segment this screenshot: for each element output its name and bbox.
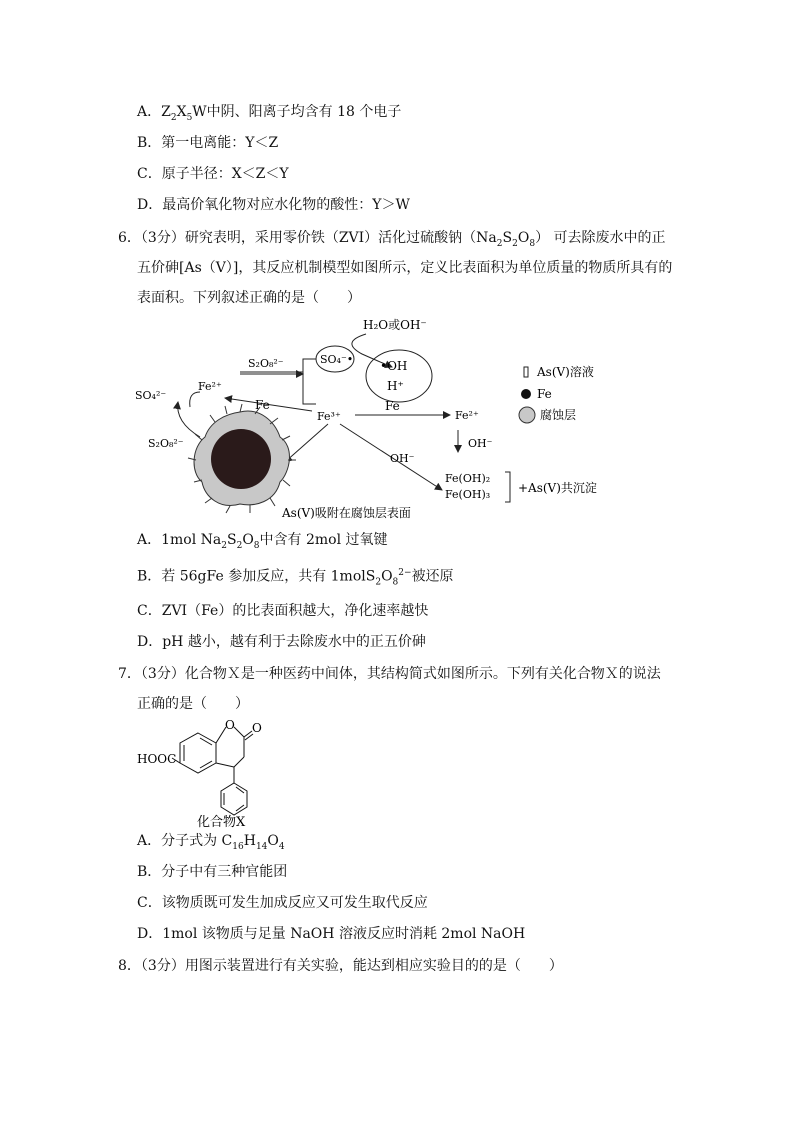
fig-legend-corrosion: 腐蚀层 <box>540 408 577 422</box>
q6-stem-line1: 6．（3分）研究表明，采用零价铁（ZVI）活化过硫酸钠$(Na_2S_2O_8)$ 可去除废水中的正 <box>118 230 666 249</box>
fig-fe2-left: Fe²⁺ <box>198 380 222 393</box>
fig-legend-fe-icon <box>521 389 531 399</box>
fig-fe-core <box>211 429 271 489</box>
q6-stem-line3: 表面积。下列叙述正确的是（ ） <box>137 290 361 306</box>
fig-h2o-label: H₂O或OH⁻ <box>363 318 427 332</box>
fig-so4-left: SO₄²⁻ <box>135 389 167 402</box>
fig-fe3: Fe³⁺ <box>317 410 341 423</box>
q7-option-c: C．该物质既可发生加成反应又可发生取代反应 <box>137 895 428 911</box>
q7-fig-o-carbonyl: O <box>252 721 262 735</box>
fig-oh-radical-ellipse <box>366 350 432 402</box>
q7-option-a: A．分子式为 $C_{16}H_{14}O_4$ <box>137 833 285 852</box>
q6-option-d: D．pH 越小，越有利于去除废水中的正五价砷 <box>137 634 426 650</box>
fig-oh-minus-2: OH⁻ <box>390 452 415 465</box>
q5-option-b: B．第一电离能：Y＜Z <box>137 135 279 151</box>
fig-fe-mid: Fe <box>255 398 270 412</box>
fig-s2o8-left: S₂O₈²⁻ <box>148 437 184 450</box>
fig-arrow-to-particle <box>285 424 328 462</box>
q7-stem-line1: 7．（3分）化合物Ｘ是一种医药中间体，其结构简式如图所示。下列有关化合物Ｘ的说法 <box>118 666 661 682</box>
fig-legend-solution-icon <box>524 367 528 377</box>
fig-oh-radical: •OH <box>380 359 408 373</box>
q6-stem-line2: 五价砷[As（Ⅴ）]，其反应机制模型如图所示，定义比表面积为单位质量的物质所具有的 <box>137 260 673 276</box>
fig-s2o8-top: S₂O₈²⁻ <box>248 357 284 370</box>
q6-mechanism-diagram <box>130 312 630 522</box>
q5-option-d: D．最高价氧化物对应水化物的酸性：Y＞W <box>137 197 410 213</box>
fig-fe2-right: Fe²⁺ <box>455 409 479 422</box>
fig-feoh3: Fe(OH)₃ <box>445 488 491 501</box>
q7-option-b: B．分子中有三种官能团 <box>137 864 288 880</box>
fig-fe-right: Fe <box>385 399 400 413</box>
fig-legend-solution: As(V)溶液 <box>537 365 594 379</box>
q7-fig-o-ring: O <box>225 718 235 732</box>
q6-option-a: A．1mol $Na_2S_2O_8$中含有 2mol 过氧键 <box>137 532 388 551</box>
q8-stem: 8．（3分）用图示装置进行有关实验，能达到相应实验目的的是（ ） <box>118 958 563 974</box>
q7-structure-diagram <box>130 715 290 830</box>
fig-arrow-so4 <box>178 402 200 437</box>
fig-coprecip: +As(V)共沉淀 <box>518 481 597 495</box>
fig-feoh2: Fe(OH)₂ <box>445 472 491 485</box>
q7-fig-hooc: HOOC <box>137 752 177 766</box>
q6-option-c: C．ZVI（Fe）的比表面积越大，净化速率越快 <box>137 603 429 619</box>
q5-option-a: A．$Z_2X_5W$中阴、阳离子均含有 18 个电子 <box>137 104 402 123</box>
fig-caption: As(V)吸附在腐蚀层表面 <box>282 506 411 520</box>
fig-h-plus: H⁺ <box>387 379 404 393</box>
fig-oh-minus-1: OH⁻ <box>468 437 493 450</box>
q7-fig-caption: 化合物X <box>197 815 246 830</box>
q6-option-b: B．若 56gFe 参加反应，共有 $1molS_2O_8^{2-}$被还原 <box>137 568 454 588</box>
q7-stem-line2: 正确的是（ ） <box>137 696 249 712</box>
q5-option-c: C．原子半径：X＜Z＜Y <box>137 166 289 182</box>
fig-so4-radical: SO₄⁻• <box>320 353 354 366</box>
fig-legend-fe: Fe <box>537 387 552 401</box>
q7-option-d: D．1mol 该物质与足量 NaOH 溶液反应时消耗 2mol NaOH <box>137 926 526 942</box>
fig-legend-corrosion-icon <box>519 407 535 423</box>
